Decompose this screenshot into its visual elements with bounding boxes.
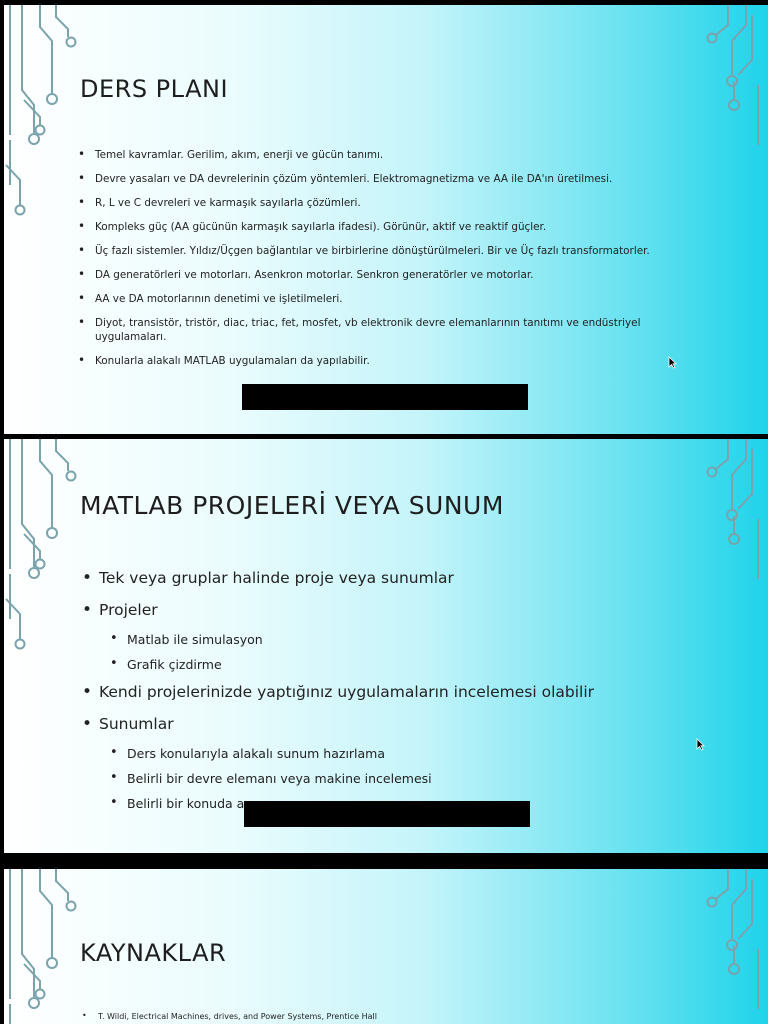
list-item: • T. Wildi, Electrical Machines, drives, and Power Systems, Prentice Hall — [82, 1012, 682, 1021]
list-item: • Sunumlar — [82, 713, 722, 735]
list-item: • Projeler — [82, 599, 722, 621]
list-item: • R, L ve C devreleri ve karmaşık sayılarla çözümleri. — [78, 196, 678, 210]
slide-matlab-projeleri — [4, 439, 768, 853]
slide-title: DERS PLANI — [80, 75, 229, 103]
list-item: • Devre yasaları ve DA devrelerinin çözüm yöntemleri. Elektromagnetizma ve AA ile DA'ın üretilmesi. — [78, 172, 678, 186]
list-item: • Üç fazlı sistemler. Yıldız/Üçgen bağlantılar ve birbirlerine dönüştürülmeleri. Bir ve Üç fazlı transformatorler. — [78, 244, 678, 258]
list-item: • Diyot, transistör, tristör, diac, triac, fet, mosfet, vb elektronik devre elemanlarının tanıtımı ve endüstriyel uygulamaları. — [78, 316, 678, 344]
sub-list-item: • Belirli bir konuda a — [82, 795, 722, 813]
list-item: • Konularla alakalı MATLAB uygulamaları da yapılabilir. — [78, 354, 678, 368]
circuit-trace-icon — [4, 439, 84, 853]
sub-list-item: • Matlab ile simulasyon — [82, 631, 722, 649]
circuit-trace-icon — [688, 869, 768, 1024]
sub-list-item: • Ders konularıyla alakalı sunum hazırlama — [82, 745, 722, 763]
bullet-list — [78, 148, 678, 378]
list-item: • Kendi projelerinizde yaptığınız uygulamaların incelemesi olabilir — [82, 681, 722, 703]
slide-ders-plani — [4, 5, 768, 434]
circuit-trace-icon — [688, 5, 768, 434]
slide-title: KAYNAKLAR — [80, 939, 227, 967]
redaction-bar — [242, 384, 528, 410]
list-item: • Kompleks güç (AA gücünün karmaşık sayılarla ifadesi). Görünür, aktif ve reaktif güçler. — [78, 220, 678, 234]
mouse-pointer-icon — [696, 738, 705, 751]
list-item: • Tek veya gruplar halinde proje veya sunumlar — [82, 567, 722, 589]
list-item: • Temel kavramlar. Gerilim, akım, enerji ve gücün tanımı. — [78, 148, 678, 162]
bullet-list — [82, 1012, 682, 1021]
sub-list-item: • Belirli bir devre elemanı veya makine incelemesi — [82, 770, 722, 788]
circuit-trace-icon — [4, 869, 84, 1024]
circuit-trace-icon — [4, 5, 84, 434]
mouse-pointer-icon — [668, 356, 677, 369]
sub-list-item: • Grafik çizdirme — [82, 656, 722, 674]
redaction-bar — [244, 801, 530, 827]
slide-kaynaklar — [4, 869, 768, 1024]
list-item: • AA ve DA motorlarının denetimi ve işletilmeleri. — [78, 292, 678, 306]
bullet-list — [82, 567, 722, 820]
list-item: • DA generatörleri ve motorları. Asenkron motorlar. Senkron generatörler ve motorlar. — [78, 268, 678, 282]
slide-title: MATLAB PROJELERİ VEYA SUNUM — [80, 491, 504, 520]
